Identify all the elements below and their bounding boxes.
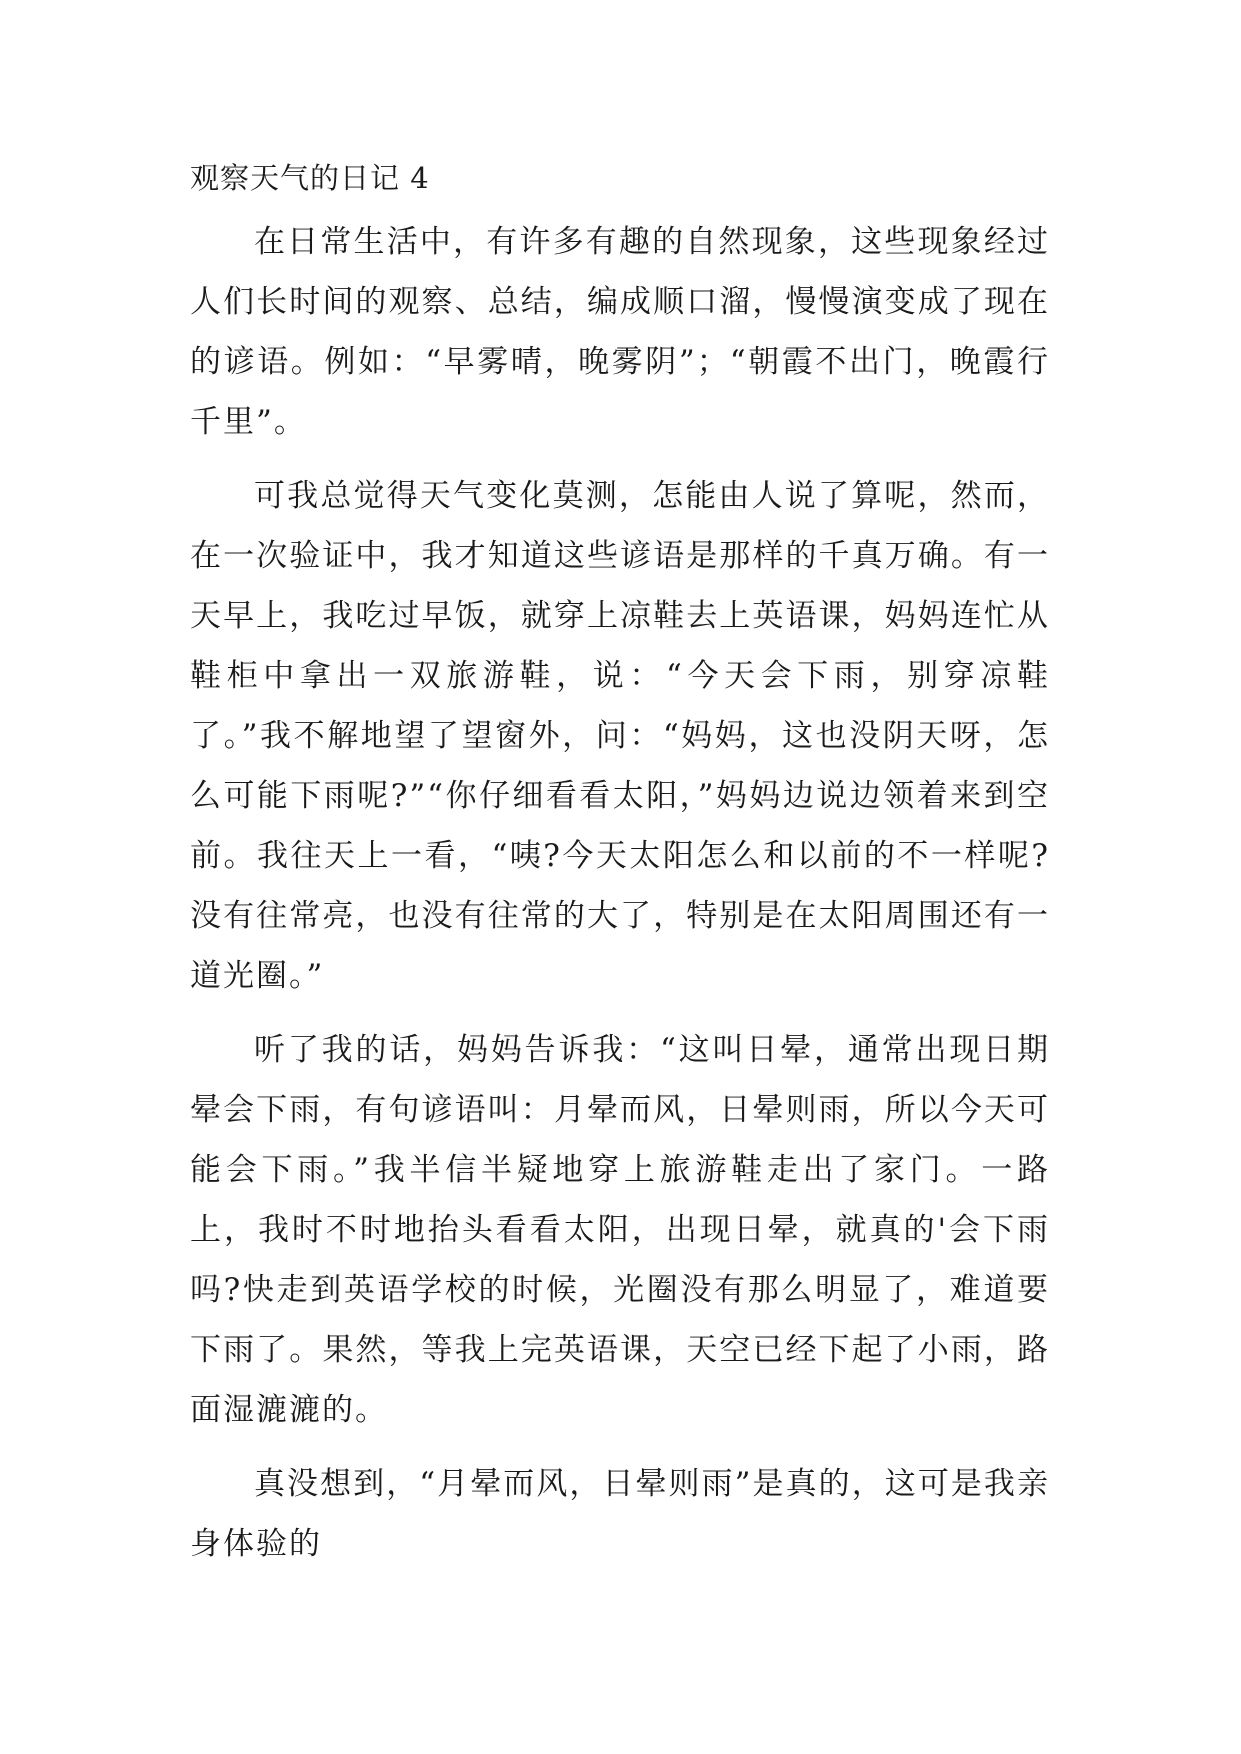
- document-title: 观察天气的日记 4: [190, 161, 430, 195]
- paragraph-3: 听了我的话，妈妈告诉我：“这叫日晕，通常出现日期晕会下雨，有句谚语叫：月晕而风，日晕则雨，所以今天可能会下雨。”我半信半疑地穿上旅游鞋走出了家门。一路上，我时不时地抬头看看太阳，出现日晕，就真的'会下雨吗?快走到英语学校的时候，光圈没有那么明显了，难道要下雨了。果然，等我上完英语课，天空已经下起了小雨，路面湿漉漉的。: [190, 1032, 1050, 1428]
- paragraph-4: 真没想到，“月晕而风，日晕则雨”是真的，这可是我亲身体验的: [190, 1466, 1050, 1562]
- document-body: [190, 158, 1050, 1588]
- paragraph-2: 可我总觉得天气变化莫测，怎能由人说了算呢，然而，在一次验证中，我才知道这些谚语是那样的千真万确。有一天早上，我吃过早饭，就穿上凉鞋去上英语课，妈妈连忙从鞋柜中拿出一双旅游鞋，说：“今天会下雨，别穿凉鞋了。”我不解地望了望窗外，问：“妈妈，这也没阴天呀，怎么可能下雨呢?”“你仔细看看太阳，”妈妈边说边领着来到空前。我往天上一看，“咦?今天太阳怎么和以前的不一样呢?没有往常亮，也没有往常的大了，特别是在太阳周围还有一道光圈。”: [190, 478, 1050, 994]
- paragraph-1: 在日常生活中，有许多有趣的自然现象，这些现象经过人们长时间的观察、总结，编成顺口溜，慢慢演变成了现在的谚语。例如：“早雾晴，晚雾阴”；“朝霞不出门，晚霞行千里”。: [190, 224, 1050, 440]
